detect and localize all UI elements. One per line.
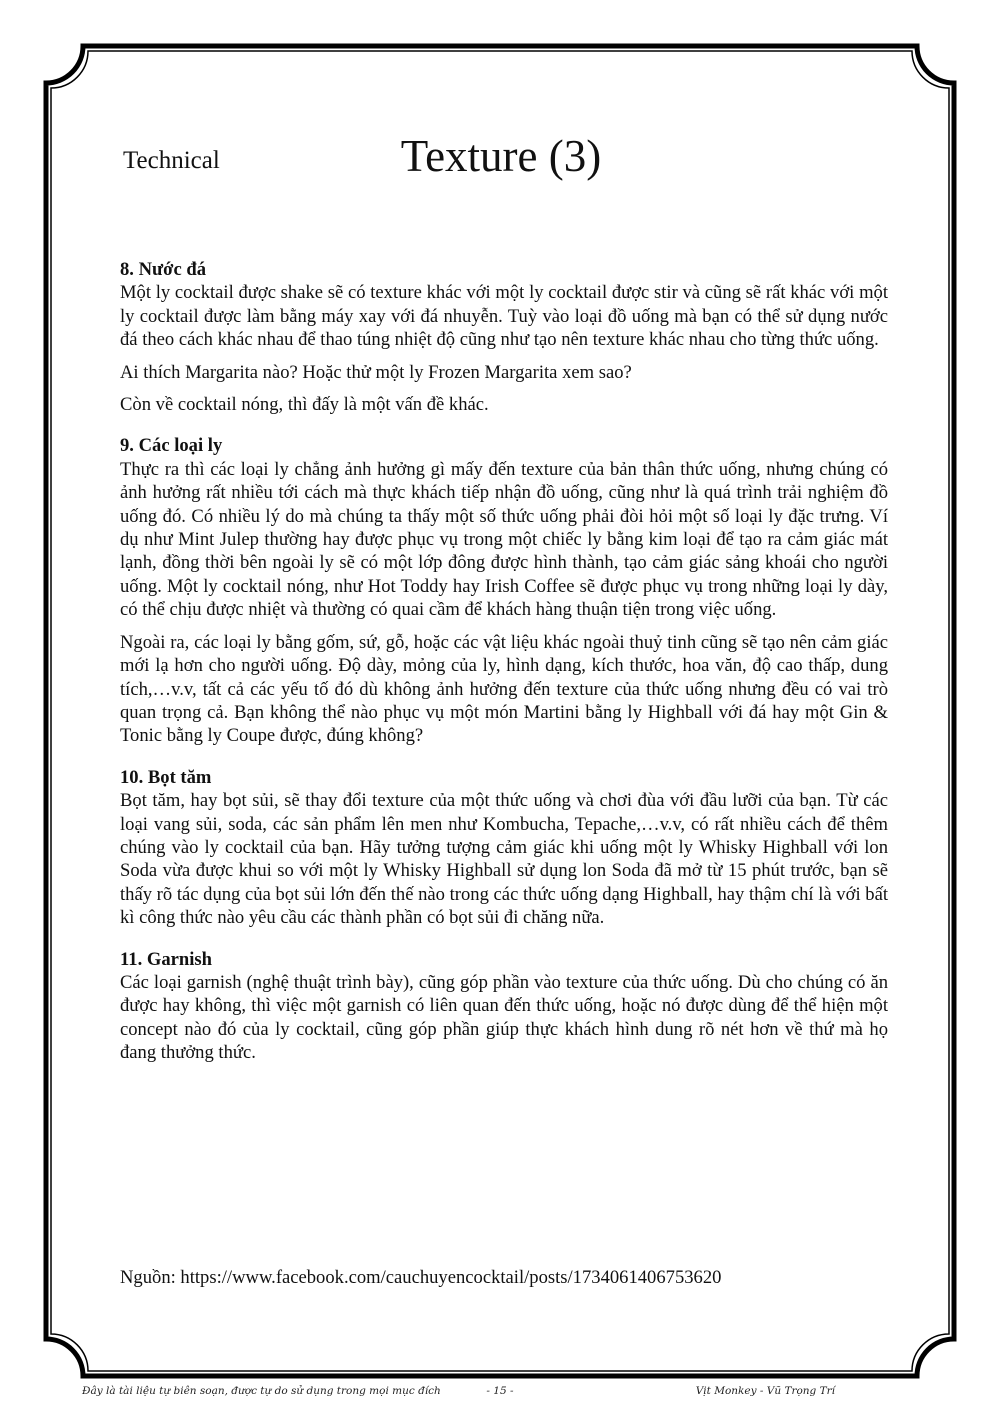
source-citation: Nguồn: https://www.facebook.com/cauchuyencocktail/posts/1734061406753620 bbox=[120, 1267, 722, 1288]
paragraph: Ai thích Margarita nào? Hoặc thử một ly Frozen Margarita xem sao? bbox=[120, 361, 632, 383]
page-number: - 15 - bbox=[486, 1385, 514, 1397]
paragraph: Còn về cocktail nóng, thì đấy là một vấn đề khác. bbox=[120, 394, 489, 416]
article-body bbox=[120, 258, 888, 1083]
paragraph: Một ly cocktail được shake sẽ có texture khác với một ly cocktail được stir và cũng sẽ rất khác với một ly cocktail được làm bằng máy xay với đá nhuyễn. Tuỳ vào loại đồ uống mà bạn có thể sử dụng nước đá theo cách khác nhau để thao túng nhiệt độ cũng như tạo nên texture khác nhau cho từng thức uống. bbox=[120, 282, 888, 351]
footer-author: Vịt Monkey - Vũ Trọng Trí bbox=[695, 1385, 835, 1397]
section-heading: 9. Các loại ly bbox=[120, 435, 223, 457]
section-heading: 11. Garnish bbox=[120, 948, 212, 970]
section-category: Technical bbox=[123, 147, 220, 174]
footer-disclaimer: Đây là tài liệu tự biên soạn, được tự do sử dụng trong mọi mục đích bbox=[82, 1385, 441, 1397]
section-heading: 10. Bọt tăm bbox=[120, 766, 212, 788]
section-ice bbox=[120, 258, 888, 416]
section-glassware bbox=[120, 434, 888, 747]
paragraph: Bọt tăm, hay bọt sủi, sẽ thay đổi texture của một thức uống và chơi đùa với đầu lưỡi của bạn. Từ các loại vang sủi, soda, các sản phẩm lên men như Kombucha, Tepache,…v.v, có rất nhiều cách để thêm chúng vào ly cocktail của bạn. Hãy tưởng tượng cảm giác khi uống một ly Whisky Highball với lon Soda vừa được khui so với một ly Whisky Highball sử dụng lon Soda đã mở từ 15 phút trước, bạn sẽ thấy rõ tác dụng của bọt sủi lớn đến thế nào trong các thức uống dạng Highball, hay thậm chí là với bất kì công thức nào yêu cầu các thành phần có bọt sủi đi chăng nữa. bbox=[120, 790, 888, 929]
page-title: Texture (3) bbox=[400, 131, 602, 181]
section-heading: 8. Nước đá bbox=[120, 259, 207, 280]
section-bubbles bbox=[120, 766, 888, 930]
section-garnish bbox=[120, 948, 888, 1065]
paragraph: Ngoài ra, các loại ly bằng gốm, sứ, gỗ, hoặc các vật liệu khác ngoài thuỷ tinh cũng sẽ tạo nên cảm giác mới lạ hơn cho người uống. Độ dày, mỏng của ly, hình dạng, kích thước, hoa văn, độ cao thấp, dung tích,…v.v, tất cả các yếu tố đó dù không ảnh hưởng đến texture của thức uống nhưng đều có vai trò quan trọng cả. Bạn không thể nào phục vụ một món Martini bằng ly Highball với đá hay một Gin & Tonic bằng ly Coupe được, đúng không? bbox=[120, 631, 888, 747]
paragraph: Các loại garnish (nghệ thuật trình bày), cũng góp phần vào texture của thức uống. Dù cho chúng có ăn được hay không, thì việc một garnish có liên quan đến thức uống, hoặc nó được dùng để thể hiện một concept nào đó của ly cocktail, cũng góp phần giúp thực khách hình dung rõ nét hơn về thứ mà họ đang thưởng thức. bbox=[120, 971, 888, 1064]
paragraph: Thực ra thì các loại ly chẳng ảnh hưởng gì mấy đến texture của bản thân thức uống, nhưng chúng có ảnh hưởng rất nhiều tới cách mà thực khách tiếp nhận đồ uống, cũng như là quá trình trải nghiệm đồ uống đó. Có nhiều lý do mà chúng ta thấy một số thức uống phải đòi hỏi một số loại ly đặc trưng. Ví dụ như Mint Julep thường hay được phục vụ trong một chiếc ly bằng kim loại để tạo ra cảm giác mát lạnh, đồng thời bên ngoài ly sẽ có một lớp đông được hình thành, tạo cảm giác sảng khoái cho người uống. Một ly cocktail nóng, như Hot Toddy hay Irish Coffee sẽ được phục vụ trong những loại ly dày, có thể chịu được nhiệt và thường có quai cầm để khách hàng thuận tiện trong việc uống. bbox=[120, 458, 888, 621]
